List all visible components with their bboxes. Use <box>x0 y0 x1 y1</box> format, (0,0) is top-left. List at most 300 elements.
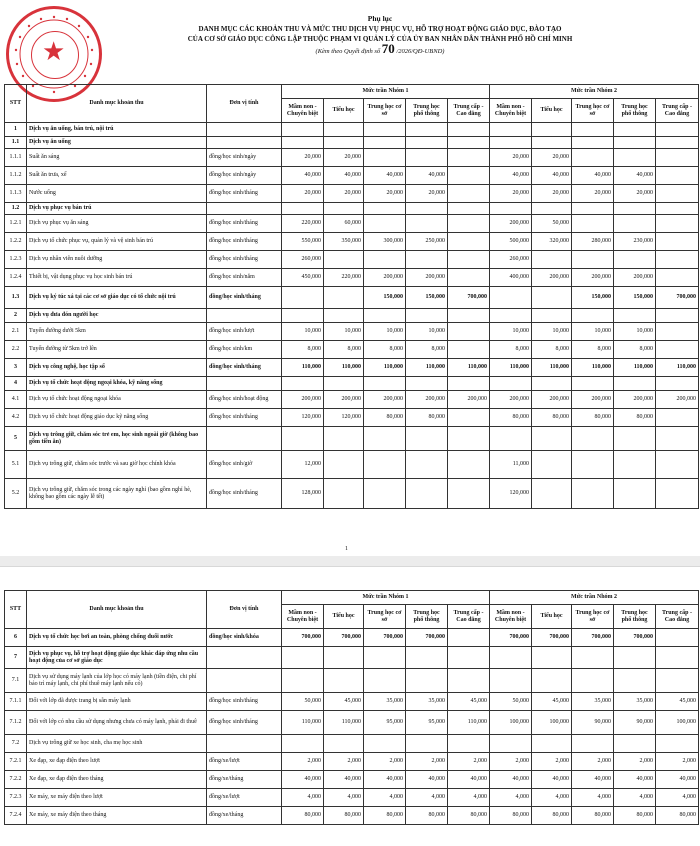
row-amount: 40,000 <box>364 167 406 185</box>
row-amount <box>656 203 699 215</box>
row-amount <box>656 647 699 669</box>
row-amount: 200,000 <box>364 391 406 409</box>
row-amount: 450,000 <box>282 269 324 287</box>
row-unit: đồng/học sinh/ngày <box>207 149 282 167</box>
row-amount: 10,000 <box>490 323 532 341</box>
row-amount <box>364 479 406 509</box>
row-amount: 8,000 <box>490 341 532 359</box>
row-amount <box>490 203 532 215</box>
row-amount <box>324 309 364 323</box>
row-amount: 2,000 <box>614 753 656 771</box>
row-amount: 80,000 <box>656 807 699 825</box>
row-amount: 40,000 <box>490 771 532 789</box>
row-amount <box>572 215 614 233</box>
row-amount: 150,000 <box>406 287 448 309</box>
row-amount: 200,000 <box>490 215 532 233</box>
row-amount <box>656 123 699 137</box>
row-amount: 200,000 <box>572 269 614 287</box>
row-amount: 2,000 <box>406 753 448 771</box>
row-amount <box>656 167 699 185</box>
row-amount <box>364 735 406 753</box>
row-amount: 20,000 <box>614 185 656 203</box>
row-stt: 5.2 <box>5 479 27 509</box>
row-amount <box>656 377 699 391</box>
level-header: Trung học phổ thông <box>406 605 448 629</box>
row-amount: 700,000 <box>324 629 364 647</box>
row-amount: 550,000 <box>282 233 324 251</box>
row-amount: 4,000 <box>406 789 448 807</box>
row-amount: 80,000 <box>490 409 532 427</box>
row-amount: 110,000 <box>364 359 406 377</box>
row-amount: 40,000 <box>572 771 614 789</box>
row-unit: đồng/học sinh/km <box>207 341 282 359</box>
row-unit: đồng/học sinh/tháng <box>207 359 282 377</box>
row-amount <box>532 287 572 309</box>
row-amount: 110,000 <box>448 711 490 735</box>
row-amount <box>448 669 490 693</box>
row-amount: 250,000 <box>406 233 448 251</box>
row-amount <box>490 377 532 391</box>
row-amount: 200,000 <box>406 391 448 409</box>
row-amount: 200,000 <box>532 391 572 409</box>
row-amount: 150,000 <box>614 287 656 309</box>
row-unit: đồng/xe/tháng <box>207 807 282 825</box>
table-row <box>5 323 699 341</box>
row-amount: 110,000 <box>282 711 324 735</box>
row-amount <box>532 647 572 669</box>
row-amount <box>490 427 532 451</box>
row-amount <box>532 377 572 391</box>
stt-header: STT <box>5 591 27 629</box>
row-amount <box>572 479 614 509</box>
row-amount: 50,000 <box>532 215 572 233</box>
row-amount: 110,000 <box>324 711 364 735</box>
row-amount: 8,000 <box>324 341 364 359</box>
row-amount <box>448 451 490 479</box>
row-amount <box>448 149 490 167</box>
row-unit: đồng/học sinh/tháng <box>207 693 282 711</box>
row-unit: đồng/học sinh/tháng <box>207 251 282 269</box>
fee-name-header: Danh mục khoản thu <box>27 591 207 629</box>
row-amount <box>614 669 656 693</box>
row-amount: 20,000 <box>364 185 406 203</box>
row-amount: 350,000 <box>324 233 364 251</box>
level-header: Trung cấp - Cao đẳng <box>656 605 699 629</box>
row-amount <box>656 341 699 359</box>
row-unit: đồng/học sinh/giờ <box>207 451 282 479</box>
row-fee-name: Dịch vụ trông giữ, chăm sóc trẻ em, học sinh ngoài giờ (không bao gồm tiền ăn) <box>27 427 207 451</box>
row-amount <box>572 377 614 391</box>
row-amount <box>364 647 406 669</box>
decision-prefix: (Kèm theo Quyết định số <box>315 48 381 55</box>
row-stt: 1 <box>5 123 27 137</box>
row-amount: 35,000 <box>614 693 656 711</box>
row-amount <box>282 287 324 309</box>
row-amount: 4,000 <box>490 789 532 807</box>
row-amount: 20,000 <box>572 185 614 203</box>
table-row <box>5 427 699 451</box>
row-amount <box>532 203 572 215</box>
row-fee-name: Dịch vụ phục vụ, hỗ trợ hoạt động giáo dục khác đáp ứng nhu cầu hoạt động của cơ sở giáo dục <box>27 647 207 669</box>
row-amount: 80,000 <box>324 807 364 825</box>
row-fee-name: Thiết bị, vật dụng phục vụ học sinh bán trú <box>27 269 207 287</box>
row-amount: 8,000 <box>364 341 406 359</box>
row-unit: đồng/xe/lượt <box>207 789 282 807</box>
row-amount: 700,000 <box>490 629 532 647</box>
row-stt: 1.2.3 <box>5 251 27 269</box>
row-amount: 200,000 <box>572 391 614 409</box>
row-amount: 40,000 <box>614 167 656 185</box>
row-amount <box>656 451 699 479</box>
row-amount: 110,000 <box>614 359 656 377</box>
row-amount <box>656 479 699 509</box>
row-amount: 300,000 <box>364 233 406 251</box>
row-unit <box>207 137 282 149</box>
level-header: Trung cấp - Cao đẳng <box>448 99 490 123</box>
table-row <box>5 269 699 287</box>
row-amount: 2,000 <box>324 753 364 771</box>
row-amount: 2,000 <box>448 753 490 771</box>
row-amount <box>448 185 490 203</box>
table-row <box>5 341 699 359</box>
row-unit: đồng/học sinh/năm <box>207 269 282 287</box>
row-stt: 4 <box>5 377 27 391</box>
row-amount <box>324 203 364 215</box>
row-amount <box>282 735 324 753</box>
row-fee-name: Dịch vụ đưa đón người học <box>27 309 207 323</box>
table-row <box>5 711 699 735</box>
group-2-header: Mức trần Nhóm 2 <box>490 591 699 605</box>
row-amount <box>364 251 406 269</box>
row-amount <box>448 137 490 149</box>
row-amount: 2,000 <box>490 753 532 771</box>
row-unit: đồng/học sinh/hoạt động <box>207 391 282 409</box>
row-unit: đồng/học sinh/tháng <box>207 287 282 309</box>
row-amount <box>572 427 614 451</box>
row-fee-name: Dịch vụ ký túc xá tại các cơ sở giáo dục có tổ chức nội trú <box>27 287 207 309</box>
row-unit: đồng/học sinh/tháng <box>207 711 282 735</box>
row-amount <box>490 647 532 669</box>
row-amount <box>614 377 656 391</box>
row-fee-name: Đối với lớp có nhu cầu sử dụng nhưng chưa có máy lạnh, phải đi thuê <box>27 711 207 735</box>
row-amount: 90,000 <box>572 711 614 735</box>
row-amount: 20,000 <box>282 149 324 167</box>
row-stt: 7.1.2 <box>5 711 27 735</box>
row-amount <box>406 427 448 451</box>
row-amount <box>490 735 532 753</box>
row-amount: 4,000 <box>572 789 614 807</box>
fee-table-page-2 <box>4 590 699 825</box>
row-amount <box>406 377 448 391</box>
row-amount: 40,000 <box>448 771 490 789</box>
row-stt: 1.2.1 <box>5 215 27 233</box>
row-amount: 40,000 <box>282 771 324 789</box>
row-amount: 40,000 <box>282 167 324 185</box>
row-amount <box>656 185 699 203</box>
row-amount <box>448 123 490 137</box>
row-amount: 128,000 <box>282 479 324 509</box>
row-amount: 200,000 <box>614 391 656 409</box>
row-amount <box>490 123 532 137</box>
row-fee-name: Dịch vụ trông giữ, chăm sóc trước và sau giờ học chính khóa <box>27 451 207 479</box>
row-amount: 10,000 <box>324 323 364 341</box>
level-header: Tiểu học <box>324 605 364 629</box>
row-amount <box>406 669 448 693</box>
row-amount: 120,000 <box>282 409 324 427</box>
row-amount: 95,000 <box>364 711 406 735</box>
row-amount: 20,000 <box>406 185 448 203</box>
row-amount <box>614 137 656 149</box>
table-row <box>5 753 699 771</box>
row-amount <box>656 323 699 341</box>
row-unit <box>207 203 282 215</box>
row-amount: 200,000 <box>406 269 448 287</box>
row-amount <box>532 309 572 323</box>
row-amount <box>448 409 490 427</box>
row-stt: 7.1.1 <box>5 693 27 711</box>
row-amount: 11,000 <box>490 451 532 479</box>
row-amount <box>572 203 614 215</box>
row-fee-name: Đối với lớp đã được trang bị sẵn máy lạnh <box>27 693 207 711</box>
row-amount: 700,000 <box>364 629 406 647</box>
row-amount <box>364 123 406 137</box>
row-amount: 110,000 <box>490 359 532 377</box>
row-amount: 110,000 <box>532 359 572 377</box>
row-amount: 80,000 <box>490 807 532 825</box>
row-amount <box>656 215 699 233</box>
row-amount: 80,000 <box>532 409 572 427</box>
level-header: Trung học phổ thông <box>406 99 448 123</box>
row-amount <box>282 377 324 391</box>
row-fee-name: Suất ăn sáng <box>27 149 207 167</box>
row-amount <box>448 629 490 647</box>
row-amount: 2,000 <box>364 753 406 771</box>
row-stt: 7.2.2 <box>5 771 27 789</box>
row-amount <box>532 479 572 509</box>
row-amount: 10,000 <box>614 323 656 341</box>
row-amount: 200,000 <box>532 269 572 287</box>
page-number: 1 <box>345 546 348 552</box>
row-amount: 10,000 <box>572 323 614 341</box>
table-row <box>5 391 699 409</box>
row-unit: đồng/học sinh/tháng <box>207 409 282 427</box>
level-header: Tiểu học <box>532 99 572 123</box>
row-amount <box>364 451 406 479</box>
row-fee-name: Dịch vụ tổ chức hoạt động giáo dục kỹ năng sống <box>27 409 207 427</box>
row-amount <box>656 269 699 287</box>
row-stt: 2.1 <box>5 323 27 341</box>
row-amount <box>324 451 364 479</box>
row-amount: 10,000 <box>406 323 448 341</box>
row-fee-name: Xe đạp, xe đạp điện theo lượt <box>27 753 207 771</box>
row-stt: 7 <box>5 647 27 669</box>
row-stt: 1.2.4 <box>5 269 27 287</box>
row-amount <box>572 647 614 669</box>
row-amount: 700,000 <box>448 287 490 309</box>
row-amount: 700,000 <box>572 629 614 647</box>
row-amount <box>532 251 572 269</box>
row-amount <box>406 479 448 509</box>
level-header: Trung cấp - Cao đẳng <box>448 605 490 629</box>
row-amount <box>656 149 699 167</box>
row-stt: 4.1 <box>5 391 27 409</box>
table-row <box>5 203 699 215</box>
row-amount: 200,000 <box>656 391 699 409</box>
page-separator <box>0 556 700 566</box>
table-row <box>5 409 699 427</box>
row-amount <box>448 269 490 287</box>
row-amount <box>282 669 324 693</box>
row-amount <box>656 735 699 753</box>
row-amount <box>614 251 656 269</box>
row-amount <box>656 137 699 149</box>
level-header: Trung học cơ sở <box>572 99 614 123</box>
row-amount: 200,000 <box>448 391 490 409</box>
row-amount: 35,000 <box>572 693 614 711</box>
row-amount <box>656 629 699 647</box>
row-amount: 230,000 <box>614 233 656 251</box>
row-amount: 110,000 <box>448 359 490 377</box>
row-amount: 110,000 <box>406 359 448 377</box>
row-amount: 8,000 <box>614 341 656 359</box>
row-amount: 700,000 <box>656 287 699 309</box>
row-amount: 45,000 <box>448 693 490 711</box>
row-amount: 4,000 <box>282 789 324 807</box>
row-amount: 8,000 <box>406 341 448 359</box>
row-amount: 700,000 <box>282 629 324 647</box>
row-amount <box>324 377 364 391</box>
row-amount: 4,000 <box>324 789 364 807</box>
table-row <box>5 233 699 251</box>
row-amount <box>324 669 364 693</box>
row-fee-name: Dịch vụ trông giữ, chăm sóc trong các ngày nghỉ (bao gồm nghỉ hè, không bao gồm các ngày lễ tết) <box>27 479 207 509</box>
level-header: Tiểu học <box>324 99 364 123</box>
row-stt: 1.1.2 <box>5 167 27 185</box>
row-amount <box>406 251 448 269</box>
row-amount: 20,000 <box>532 185 572 203</box>
table-row <box>5 771 699 789</box>
table-row <box>5 215 699 233</box>
table-row <box>5 359 699 377</box>
row-amount <box>572 137 614 149</box>
row-unit <box>207 647 282 669</box>
row-amount <box>572 309 614 323</box>
row-amount <box>614 427 656 451</box>
row-amount <box>532 735 572 753</box>
table-row <box>5 693 699 711</box>
row-amount <box>324 251 364 269</box>
row-amount: 50,000 <box>282 693 324 711</box>
row-stt: 1.1.3 <box>5 185 27 203</box>
row-amount <box>448 215 490 233</box>
table-row <box>5 451 699 479</box>
row-amount: 80,000 <box>614 409 656 427</box>
row-amount: 40,000 <box>490 167 532 185</box>
row-amount <box>282 647 324 669</box>
row-amount: 40,000 <box>572 167 614 185</box>
row-amount: 80,000 <box>406 807 448 825</box>
row-amount <box>324 479 364 509</box>
row-amount <box>364 427 406 451</box>
row-fee-name: Dịch vụ trông giữ xe học sinh, cha mẹ học sinh <box>27 735 207 753</box>
row-unit <box>207 123 282 137</box>
row-amount: 4,000 <box>614 789 656 807</box>
row-amount <box>282 123 324 137</box>
row-fee-name: Xe máy, xe máy điện theo lượt <box>27 789 207 807</box>
row-amount: 45,000 <box>324 693 364 711</box>
row-stt: 7.1 <box>5 669 27 693</box>
star-emblem-icon: ★ <box>42 37 66 66</box>
table-row <box>5 123 699 137</box>
row-amount: 80,000 <box>406 409 448 427</box>
row-amount <box>282 427 324 451</box>
fee-table-page-1 <box>4 84 699 509</box>
row-stt: 7.2.4 <box>5 807 27 825</box>
row-amount: 200,000 <box>324 391 364 409</box>
row-amount: 280,000 <box>572 233 614 251</box>
row-unit: đồng/xe/tháng <box>207 771 282 789</box>
row-amount: 120,000 <box>324 409 364 427</box>
row-amount <box>448 735 490 753</box>
table-row <box>5 287 699 309</box>
decision-number: 70 <box>381 41 395 56</box>
row-amount: 2,000 <box>282 753 324 771</box>
row-amount: 20,000 <box>490 185 532 203</box>
group-2-header: Mức trần Nhóm 2 <box>490 85 699 99</box>
row-unit: đồng/học sinh/tháng <box>207 215 282 233</box>
row-amount: 110,000 <box>324 359 364 377</box>
row-amount: 10,000 <box>282 323 324 341</box>
row-amount <box>406 203 448 215</box>
row-fee-name: Dịch vụ nhân viên nuôi dưỡng <box>27 251 207 269</box>
row-amount <box>406 647 448 669</box>
table-row <box>5 629 699 647</box>
row-unit: đồng/học sinh/ngày <box>207 167 282 185</box>
unit-header: Đơn vị tính <box>207 85 282 123</box>
row-amount: 60,000 <box>324 215 364 233</box>
row-amount <box>656 309 699 323</box>
row-amount <box>406 735 448 753</box>
stt-header: STT <box>5 85 27 123</box>
row-amount <box>572 251 614 269</box>
row-amount: 40,000 <box>324 771 364 789</box>
row-amount <box>614 203 656 215</box>
row-amount <box>532 427 572 451</box>
row-amount <box>448 167 490 185</box>
row-amount <box>448 323 490 341</box>
unit-header: Đơn vị tính <box>207 591 282 629</box>
row-amount: 260,000 <box>490 251 532 269</box>
row-amount <box>656 409 699 427</box>
row-amount <box>324 427 364 451</box>
row-amount: 40,000 <box>406 771 448 789</box>
row-amount <box>448 341 490 359</box>
row-amount <box>282 309 324 323</box>
table-row <box>5 167 699 185</box>
row-amount <box>448 251 490 269</box>
row-stt: 6 <box>5 629 27 647</box>
row-amount: 40,000 <box>364 771 406 789</box>
row-amount <box>614 451 656 479</box>
row-unit: đồng/học sinh/khóa <box>207 629 282 647</box>
row-amount <box>364 149 406 167</box>
row-amount: 500,000 <box>490 233 532 251</box>
row-amount <box>448 309 490 323</box>
row-amount <box>324 123 364 137</box>
row-fee-name: Dịch vụ tổ chức hoạt động ngoại khóa <box>27 391 207 409</box>
row-amount <box>364 377 406 391</box>
row-amount: 2,000 <box>656 753 699 771</box>
